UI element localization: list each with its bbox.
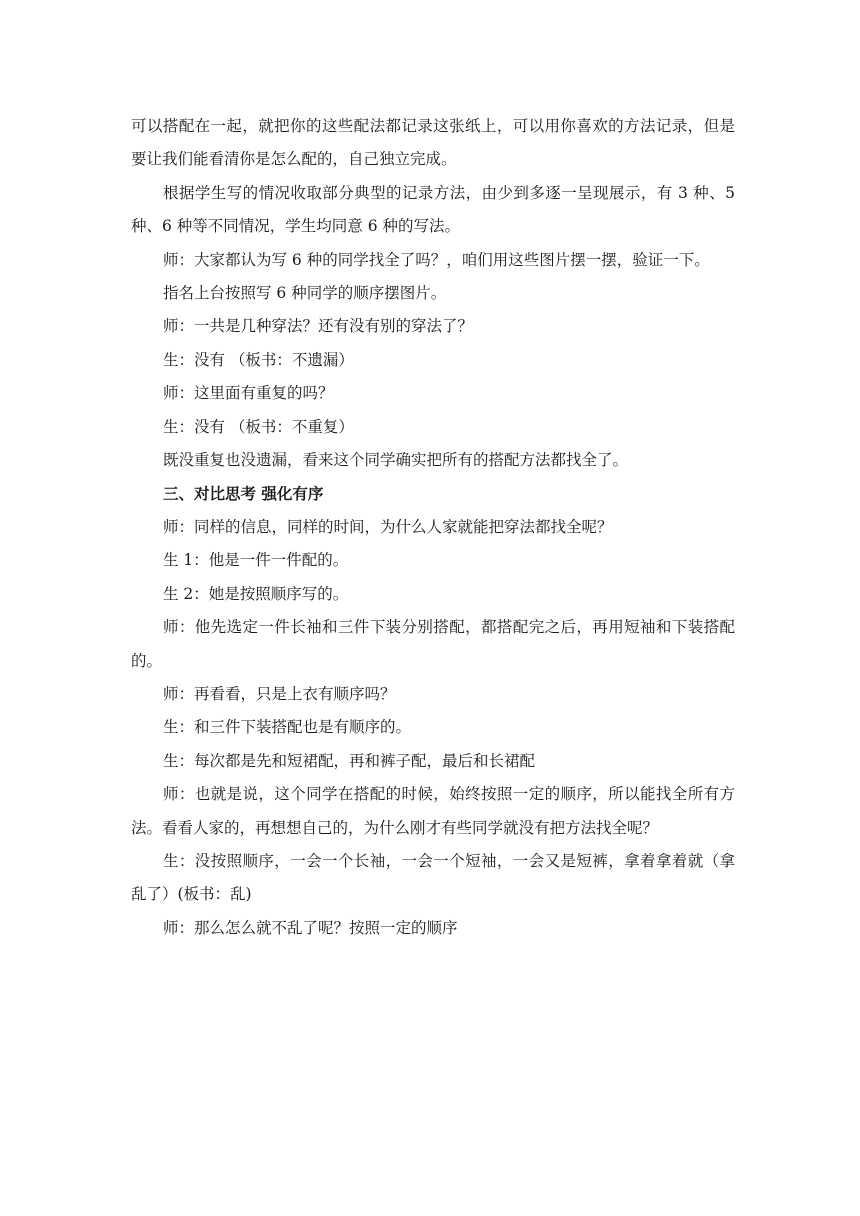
paragraph: 师：这里面有重复的吗？ xyxy=(163,384,334,403)
paragraph: 可以搭配在一起，就把你的这些配法都记录这张纸上，可以用你喜欢的方法记录，但是要让我们能看清你是怎么配的，自己独立完成。 xyxy=(131,117,735,169)
paragraph: 师：再看看，只是上衣有顺序吗？ xyxy=(163,684,396,703)
paragraph: 师：一共是几种穿法？还有没有别的穿法了？ xyxy=(163,317,474,336)
document-body xyxy=(131,110,735,945)
paragraph: 师：他先选定一件长袖和三件下装分别搭配，都搭配完之后，再用短袖和下装搭配的。 xyxy=(131,618,735,670)
paragraph: 生：每次都是先和短裙配，再和裤子配，最后和长裙配 xyxy=(163,751,536,770)
paragraph: 根据学生写的情况收取部分典型的记录方法，由少到多逐一呈现展示，有 3 种、5 种、6 种等不同情况，学生均同意 6 种的写法。 xyxy=(131,183,735,236)
paragraph: 生：和三件下装搭配也是有顺序的。 xyxy=(163,718,412,737)
section-heading: 三、对比思考 强化有序 xyxy=(163,484,324,504)
paragraph: 师：也就是说，这个同学在搭配的时候，始终按照一定的顺序，所以能找全所有方法。看看人家的，再想想自己的，为什么刚才有些同学就没有把方法找全呢？ xyxy=(131,785,735,837)
paragraph: 生 1：他是一件一件配的。 xyxy=(163,551,349,570)
paragraph: 师：那么怎么就不乱了呢？按照一定的顺序 xyxy=(163,918,458,937)
paragraph: 生 2：她是按照顺序写的。 xyxy=(163,584,349,603)
paragraph: 生：没按照顺序，一会一个长袖，一会一个短袖，一会又是短裤，拿着拿着就（拿乱了）(板书：乱) xyxy=(131,851,735,904)
paragraph: 既没重复也没遗漏，看来这个同学确实把所有的搭配方法都找全了。 xyxy=(163,451,629,470)
paragraph: 师：大家都认为写 6 种的同学找全了吗？，咱们用这些图片摆一摆，验证一下。 xyxy=(163,250,710,269)
paragraph: 生：没有 （板书：不重复） xyxy=(163,417,354,436)
paragraph: 指名上台按照写 6 种同学的顺序摆图片。 xyxy=(163,284,447,303)
paragraph: 师：同样的信息，同样的时间，为什么人家就能把穿法都找全呢？ xyxy=(163,517,613,536)
paragraph: 生：没有 （板书：不遗漏） xyxy=(163,350,354,369)
